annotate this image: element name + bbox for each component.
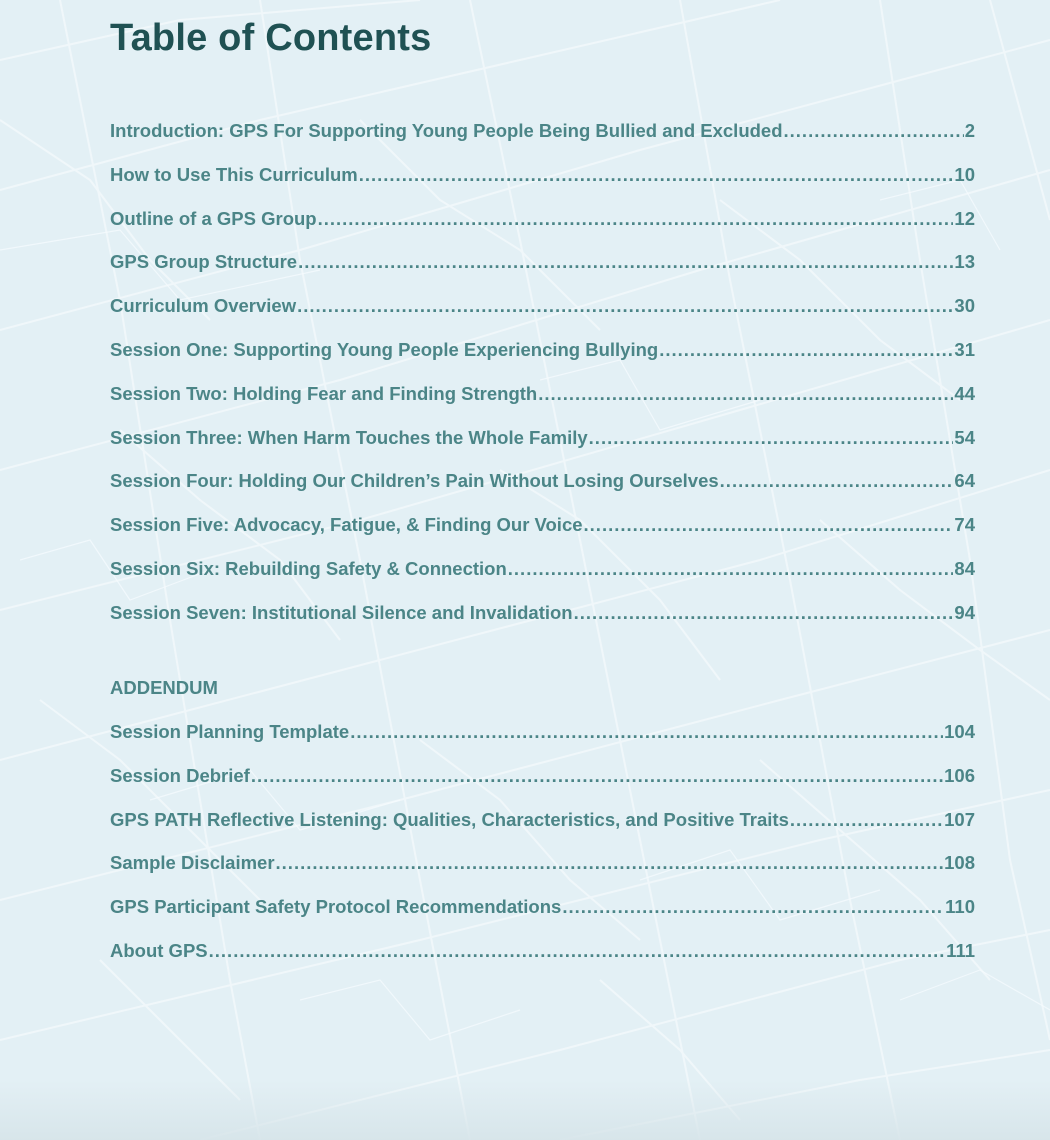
toc-leader-dots <box>297 290 953 322</box>
toc-entry-page: 13 <box>954 251 975 273</box>
toc-entry-page: 54 <box>954 426 975 448</box>
toc-entry-page: 104 <box>944 721 975 742</box>
toc-entry[interactable] <box>110 334 975 378</box>
toc-entry-label: GPS Participant Safety Protocol Recommendations <box>110 896 562 918</box>
toc-entry-label: Session Debrief <box>110 764 250 786</box>
toc-leader-dots <box>584 509 954 541</box>
toc-leader-dots <box>298 246 953 278</box>
toc-entry-label: About GPS <box>110 939 208 961</box>
toc-entry[interactable] <box>110 935 975 979</box>
toc-entry-page: 111 <box>946 939 975 961</box>
toc-entry[interactable] <box>110 115 975 159</box>
toc-entry-label: Session Seven: Institutional Silence and Invalidation <box>110 601 573 623</box>
toc-entry-page: 94 <box>954 601 975 623</box>
toc-entry-label: Session Two: Holding Fear and Finding Strength <box>110 382 538 404</box>
toc-entry-page: 2 <box>964 120 975 141</box>
toc-entry-label: Session Planning Template <box>110 721 350 742</box>
toc-entry-page: 31 <box>954 338 975 360</box>
toc-entry-label: Session Four: Holding Our Children’s Pain Without Losing Ourselves <box>110 470 719 492</box>
toc-leader-dots <box>659 334 953 366</box>
toc-entry[interactable] <box>110 159 975 203</box>
toc-entry-page: 110 <box>945 896 975 918</box>
toc-main-list <box>110 115 975 641</box>
toc-leader-dots <box>538 378 953 410</box>
toc-entry-page: 10 <box>954 163 975 185</box>
toc-entry-page: 74 <box>954 514 975 536</box>
toc-entry-label: How to Use This Curriculum <box>110 163 358 185</box>
toc-leader-dots <box>790 804 943 836</box>
toc-entry-page: 106 <box>944 764 975 786</box>
toc-addendum-list <box>110 716 975 979</box>
addendum-heading: ADDENDUM <box>110 677 218 698</box>
toc-entry[interactable] <box>110 760 975 804</box>
toc-leader-dots <box>720 465 954 497</box>
toc-entry[interactable] <box>110 847 975 891</box>
toc-entry-page: 64 <box>954 470 975 492</box>
toc-entry[interactable] <box>110 465 975 509</box>
toc-entry[interactable] <box>110 246 975 290</box>
toc-entry[interactable] <box>110 597 975 641</box>
toc-entry[interactable] <box>110 422 975 466</box>
toc-leader-dots <box>784 115 964 147</box>
toc-entry[interactable] <box>110 553 975 597</box>
toc-entry-label: Session Six: Rebuilding Safety & Connection <box>110 557 507 579</box>
toc-entry-label: Sample Disclaimer <box>110 852 275 874</box>
toc-leader-dots <box>508 553 954 585</box>
toc-entry[interactable] <box>110 203 975 247</box>
toc-leader-dots <box>318 203 954 235</box>
toc-leader-dots <box>276 847 944 879</box>
page-title: Table of Contents <box>110 17 432 59</box>
toc-entry-page: 107 <box>944 808 975 830</box>
toc-entry-label: Outline of a GPS Group <box>110 207 317 229</box>
toc-entry-label: GPS Group Structure <box>110 251 298 273</box>
toc-entry-page: 84 <box>954 557 975 579</box>
toc-entry[interactable] <box>110 716 975 760</box>
toc-leader-dots <box>574 597 954 629</box>
toc-leader-dots <box>359 159 954 191</box>
toc-leader-dots <box>209 935 946 967</box>
toc-leader-dots <box>562 891 944 923</box>
toc-entry[interactable] <box>110 509 975 553</box>
toc-leader-dots <box>251 760 943 792</box>
toc-leader-dots <box>589 422 954 454</box>
toc-entry[interactable] <box>110 290 975 334</box>
toc-entry-label: GPS PATH Reflective Listening: Qualities, Characteristics, and Positive Traits <box>110 808 789 830</box>
toc-leader-dots <box>350 716 943 748</box>
toc-entry-label: Introduction: GPS For Supporting Young People Being Bullied and Excluded <box>110 120 783 141</box>
toc-entry-page: 44 <box>954 382 975 404</box>
toc-entry[interactable] <box>110 804 975 848</box>
toc-entry-label: Session One: Supporting Young People Experiencing Bullying <box>110 338 659 360</box>
toc-entry-label: Session Three: When Harm Touches the Whole Family <box>110 426 588 448</box>
toc-entry[interactable] <box>110 891 975 935</box>
toc-entry-page: 30 <box>954 295 975 317</box>
toc-entry-label: Curriculum Overview <box>110 295 297 317</box>
toc-entry-page: 108 <box>944 852 975 874</box>
toc-entry-page: 12 <box>954 207 975 229</box>
toc-entry[interactable] <box>110 378 975 422</box>
toc-entry-label: Session Five: Advocacy, Fatigue, & Finding Our Voice <box>110 514 583 536</box>
